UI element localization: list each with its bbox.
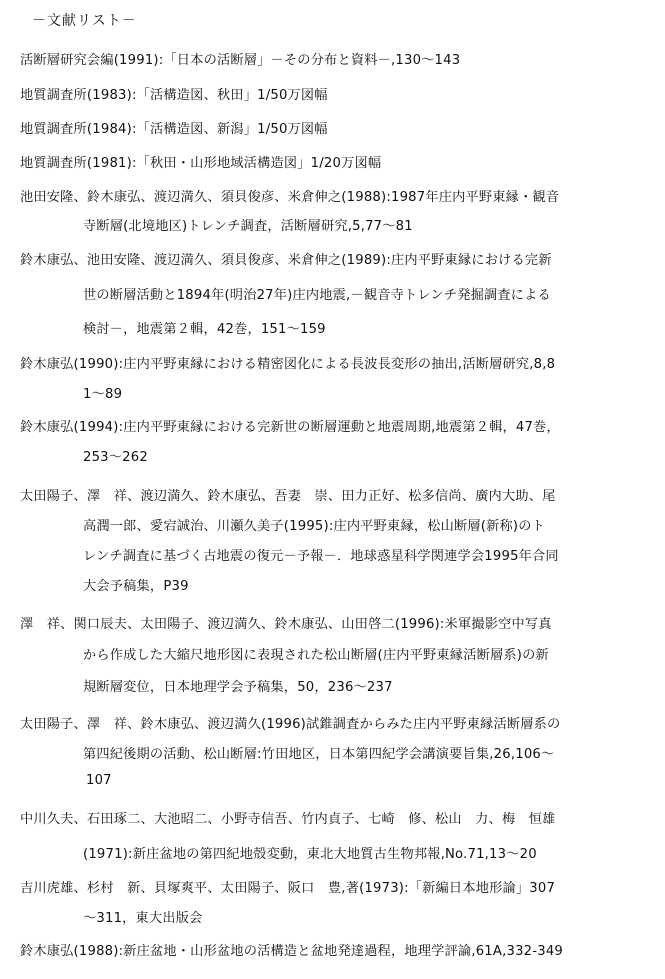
reference-continuation: 世の断層活動と1894年(明治27年)庄内地震,－観音寺トレンチ発掘調査による bbox=[83, 288, 551, 303]
reference-continuation: 高潤一郎、愛宕誠治、川瀬久美子(1995):庄内平野東縁，松山断層(新称)のト bbox=[83, 519, 546, 534]
reference-line: 池田安隆、鈴木康弘、渡辺満久、須貝俊彦、米倉伸之(1988):1987年庄内平野東縁・観音 bbox=[20, 190, 560, 205]
section-heading: －文献リスト－ bbox=[32, 13, 137, 29]
reference-line: 太田陽子、澤 祥、渡辺満久、鈴木康弘、吾妻 崇、田力正好、松多信尚、廣内大助、尾 bbox=[20, 489, 556, 504]
reference-line: 鈴木康弘(1988):新庄盆地・山形盆地の活構造と盆地発達過程，地理学評論,61A,332-349 bbox=[20, 944, 564, 959]
reference-continuation: 大会予稿集，P39 bbox=[83, 579, 189, 594]
reference-line: 澤 祥、関口辰夫、太田陽子、渡辺満久、鈴木康弘、山田啓二(1996):米軍撮影空中写真 bbox=[20, 617, 552, 632]
reference-continuation: 検討－，地震第２輯，42巻，151～159 bbox=[83, 322, 326, 337]
reference-line: 太田陽子、澤 祥、鈴木康弘、渡辺満久(1996)試錐調査からみた庄内平野東縁活断層系の bbox=[20, 717, 561, 732]
reference-line: 中川久夫、石田琢二、大池昭二、小野寺信吾、竹内貞子、七崎 修、松山 力、梅 恒雄 bbox=[20, 812, 556, 827]
reference-continuation: レンチ調査に基づく古地震の復元－予報－．地球惑星科学関連学会1995年合同 bbox=[83, 549, 559, 564]
reference-continuation: から作成した大縮尺地形図に表現された松山断層(庄内平野東縁活断層系)の新 bbox=[83, 648, 549, 663]
reference-continuation: 253～262 bbox=[83, 450, 148, 465]
reference-line: 活断層研究会編(1991):「日本の活断層」－その分布と資料－,130～143 bbox=[20, 53, 461, 68]
reference-line: 鈴木康弘(1994):庄内平野東縁における完新世の断層運動と地震周期,地震第２輯，47巻， bbox=[20, 420, 560, 435]
reference-continuation: 107 bbox=[86, 773, 112, 788]
reference-line: 鈴木康弘(1990):庄内平野東縁における精密図化による長波長変形の抽出,活断層研究,8,8 bbox=[20, 357, 556, 372]
reference-line: 吉川虎雄、杉村 新、貝塚爽平、太田陽子、阪口 豊,著(1973):「新編日本地形論」307 bbox=[20, 881, 556, 896]
reference-continuation: (1971):新庄盆地の第四紀地殻変動，東北大地質古生物邦報,No.71,13～20 bbox=[83, 847, 537, 862]
reference-continuation: 第四紀後期の活動、松山断層:竹田地区，日本第四紀学会講演要旨集,26,106～ bbox=[83, 747, 555, 762]
reference-line: 鈴木康弘、池田安隆、渡辺満久、須貝俊彦、米倉伸之(1989):庄内平野東縁における完新 bbox=[20, 253, 552, 268]
reference-continuation: ～311，東大出版会 bbox=[83, 911, 203, 926]
reference-continuation: 規断層変位，日本地理学会予稿集，50，236～237 bbox=[83, 680, 393, 695]
reference-line: 地質調査所(1984):「活構造図、新潟」1/50万図幅 bbox=[20, 122, 328, 137]
reference-line: 地質調査所(1981):「秋田・山形地域活構造図」1/20万図幅 bbox=[20, 156, 382, 171]
reference-line: 地質調査所(1983):「活構造図、秋田」1/50万図幅 bbox=[20, 88, 328, 103]
reference-continuation: 1～89 bbox=[83, 387, 123, 402]
reference-continuation: 寺断層(北境地区)トレンチ調査，活断層研究,5,77～81 bbox=[83, 219, 413, 234]
